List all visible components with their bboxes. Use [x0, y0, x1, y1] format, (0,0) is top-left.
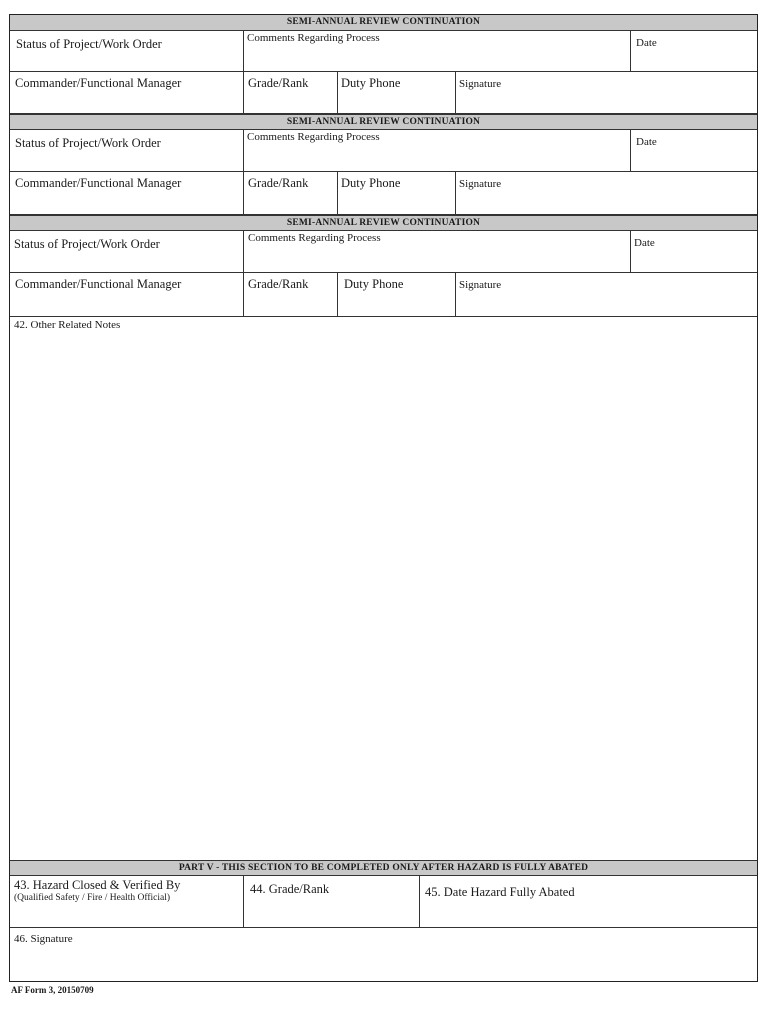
manager-label: Commander/Functional Manager: [15, 277, 182, 291]
signature-field-2[interactable]: [456, 172, 757, 215]
phone-field-2[interactable]: [338, 172, 456, 215]
signature-label: Signature: [459, 178, 502, 190]
signature-field-3[interactable]: [456, 273, 757, 317]
status-label: Status of Project/Work Order: [16, 37, 162, 51]
date-field-3[interactable]: [631, 231, 757, 273]
date-hazard-abated-field[interactable]: [420, 876, 757, 928]
manager-field-2[interactable]: [10, 172, 244, 215]
comments-label: Comments Regarding Process: [247, 131, 380, 143]
signature-46-field[interactable]: [10, 928, 757, 981]
signature-field-1[interactable]: [456, 72, 757, 114]
status-label: Status of Project/Work Order: [15, 136, 161, 150]
part-5-header: PART V - THIS SECTION TO BE COMPLETED ONLY AFTER HAZARD IS FULLY ABATED: [10, 860, 757, 876]
status-field-2[interactable]: [10, 130, 244, 172]
grade-label: Grade/Rank: [248, 277, 309, 291]
part5-grade-label: 44. Grade/Rank: [250, 882, 330, 896]
comments-field-2[interactable]: [244, 130, 631, 172]
signature-label: Signature: [459, 78, 502, 90]
section-1-header: SEMI-ANNUAL REVIEW CONTINUATION: [10, 15, 757, 31]
signature-label: Signature: [459, 279, 502, 291]
manager-label: Commander/Functional Manager: [15, 176, 182, 190]
af-form-3-page: [9, 14, 758, 982]
date-field-1[interactable]: [631, 31, 757, 72]
grade-field-1[interactable]: [244, 72, 338, 114]
hazard-closed-sublabel: (Qualified Safety / Fire / Health Official): [14, 893, 170, 903]
form-number-footer: AF Form 3, 20150709: [11, 985, 94, 995]
comments-label: Comments Regarding Process: [248, 232, 381, 244]
manager-label: Commander/Functional Manager: [15, 76, 182, 90]
grade-field-2[interactable]: [244, 172, 338, 215]
section-3-header: SEMI-ANNUAL REVIEW CONTINUATION: [10, 215, 757, 231]
phone-field-1[interactable]: [338, 72, 456, 114]
status-field-1[interactable]: [10, 31, 244, 72]
status-field-3[interactable]: [10, 231, 244, 273]
phone-label: Duty Phone: [341, 76, 401, 90]
manager-field-3[interactable]: [10, 273, 244, 317]
date-label: Date: [636, 136, 657, 148]
phone-label: Duty Phone: [344, 277, 404, 291]
comments-field-3[interactable]: [244, 231, 631, 273]
grade-field-3[interactable]: [244, 273, 338, 317]
section-2-header: SEMI-ANNUAL REVIEW CONTINUATION: [10, 114, 757, 130]
date-label: Date: [634, 237, 655, 249]
grade-label: Grade/Rank: [248, 76, 309, 90]
comments-field-1[interactable]: [244, 31, 631, 72]
date-label: Date: [636, 37, 657, 49]
hazard-closed-label: 43. Hazard Closed & Verified By: [14, 878, 181, 892]
manager-field-1[interactable]: [10, 72, 244, 114]
date-abated-label: 45. Date Hazard Fully Abated: [425, 885, 575, 899]
phone-label: Duty Phone: [341, 176, 401, 190]
phone-field-3[interactable]: [338, 273, 456, 317]
part5-grade-rank-field[interactable]: [244, 876, 420, 928]
grade-label: Grade/Rank: [248, 176, 309, 190]
status-label: Status of Project/Work Order: [14, 237, 160, 251]
other-related-notes-field[interactable]: [10, 317, 757, 860]
hazard-closed-verified-by-field[interactable]: [10, 876, 244, 928]
notes-label: 42. Other Related Notes: [14, 319, 121, 331]
comments-label: Comments Regarding Process: [247, 32, 380, 44]
signature-46-label: 46. Signature: [14, 933, 73, 945]
date-field-2[interactable]: [631, 130, 757, 172]
